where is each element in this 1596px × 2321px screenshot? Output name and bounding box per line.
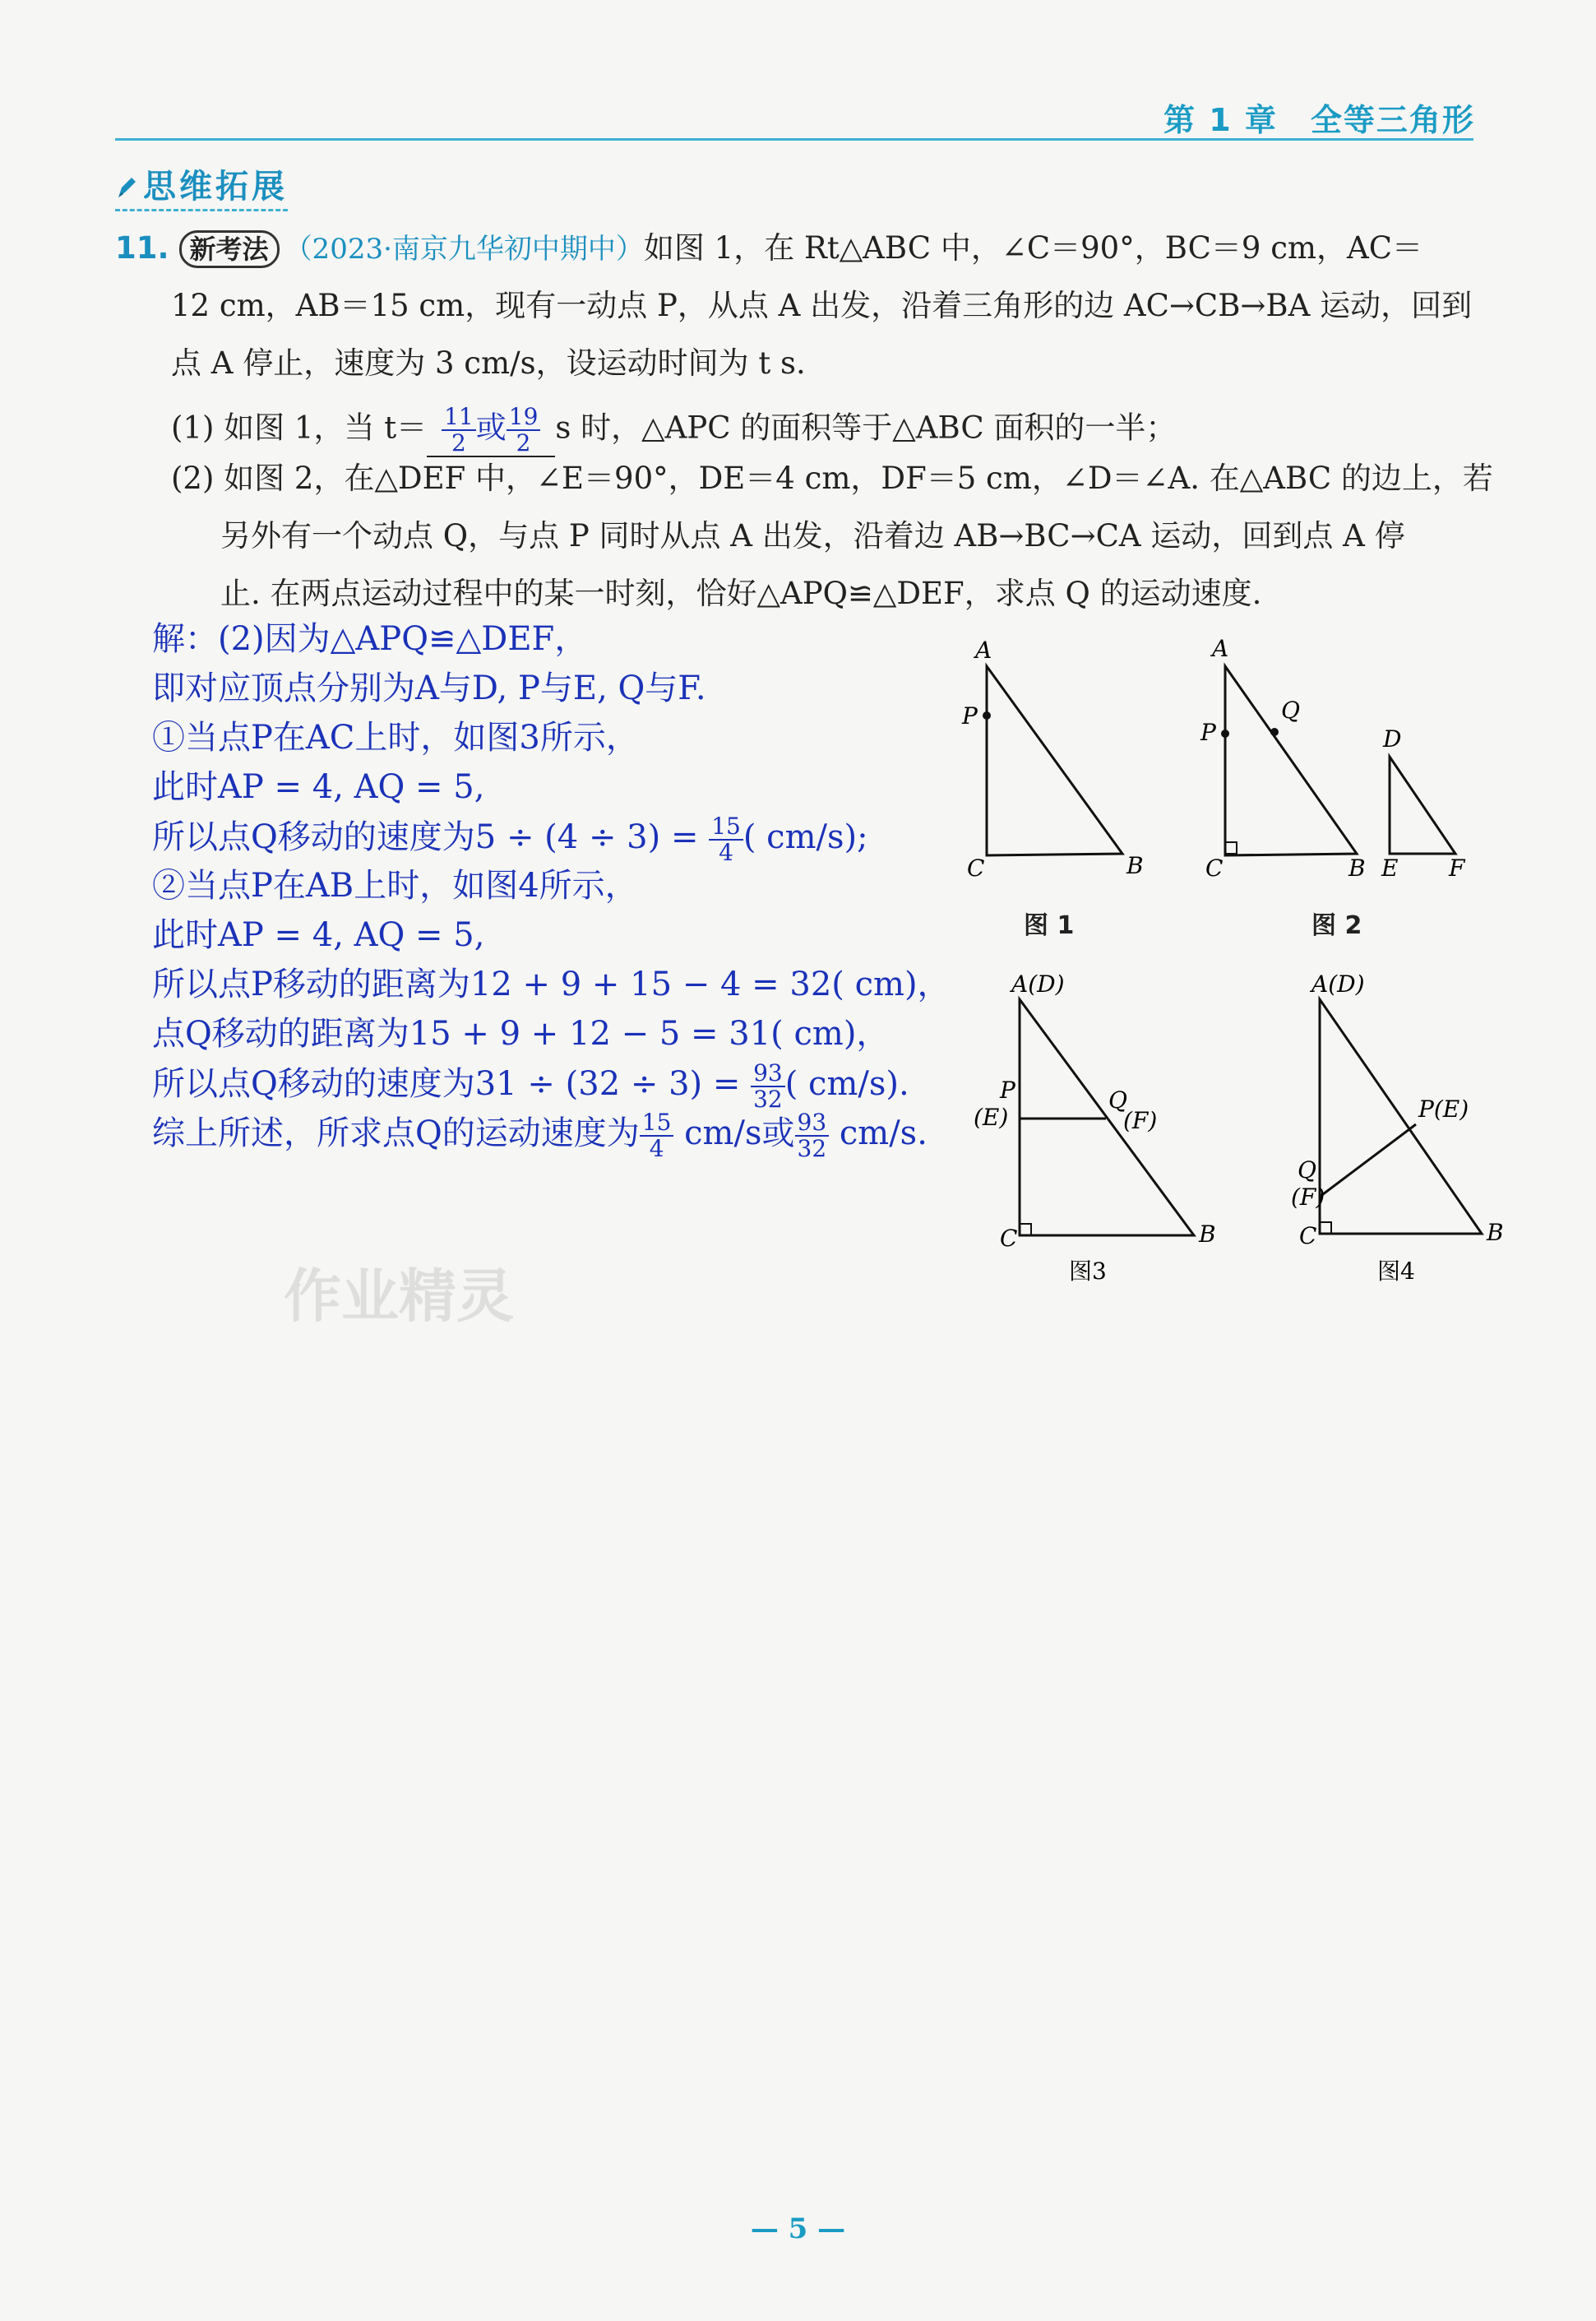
solution-frac-93-32: $\frac{93}{32}$ [751, 1061, 785, 1112]
fig4-label-a: A(D) [1311, 971, 1365, 998]
solution-line-10: 所以点Q移动的速度为31 ÷ (32 ÷ 3) = $\frac{93}{32}$ ( cm/s). [152, 1059, 909, 1113]
solution-line-8: 所以点P移动的距离为12 + 9 + 15 − 4 = 32( cm)， [152, 966, 951, 1003]
solution-line-11: 综上所述，所求点Q的运动速度为 $\frac{15}{4}$ cm/s或 $\frac{93}{32}$ cm/s. [152, 1109, 928, 1162]
fig4-label-b: B [1487, 1219, 1504, 1246]
fig2-caption: 图 2 [1311, 911, 1362, 940]
solution-line-7: 此时AP = 4, AQ = 5, [152, 916, 485, 954]
point-p-dot [983, 711, 991, 720]
solution-frac-b: $\frac{93}{32}$ [795, 1110, 830, 1161]
fig2-label-c: C [1205, 855, 1224, 880]
part1-answer-a: $\frac{11}{2}$ [442, 405, 476, 456]
fig1-label-b: B [1126, 852, 1144, 879]
part1-or: 或 [475, 410, 507, 446]
fig3-label-a: A(D) [1011, 971, 1065, 998]
solution-line-4: 此时AP = 4, AQ = 5, [152, 768, 485, 806]
part2-line-3: 止. 在两点运动过程中的某一时刻，恰好△APQ≌△DEF，求点 Q 的运动速度. [220, 576, 1262, 611]
fig2-label-p: P [1200, 719, 1216, 746]
part1-line [171, 405, 1176, 457]
pencil-icon [115, 176, 136, 201]
fig3-label-f: (F) [1123, 1107, 1158, 1134]
fig3-label-b: B [1199, 1221, 1216, 1248]
fig3-label-e: (E) [974, 1104, 1009, 1131]
part1-answer-blank [427, 405, 555, 457]
fig4-caption: 图4 [1377, 1258, 1415, 1285]
solution-line-9: 点Q移动的距离为15 + 9 + 12 − 5 = 31( cm)， [152, 1015, 890, 1053]
chapter-title: 第 1 章 全等三角形 [1163, 102, 1475, 138]
figure-2 [1184, 625, 1497, 880]
part2-line-2: 另外有一个动点 Q，与点 P 同时从点 A 出发，沿着边 AB→BC→CA 运动，回到点 A 停 [220, 518, 1405, 554]
question-source: （2023·南京九华初中期中） [284, 233, 644, 266]
figure-3 [962, 962, 1225, 1291]
fig1-label-p: P [962, 702, 978, 730]
fig4-label-f: (F) [1291, 1184, 1325, 1211]
solution-line-5: 所以点Q移动的速度为5 ÷ (4 ÷ 3) = $\frac{15}{4}$ ( cm/s); [152, 813, 868, 866]
figure-1 [946, 625, 1159, 880]
part1-suffix: s 时，△APC 的面积等于△ABC 面积的一半； [555, 410, 1177, 446]
solution-line-1: 解：(2)因为△APQ≌△DEF， [152, 620, 588, 658]
fig3-label-c: C [1000, 1225, 1018, 1252]
fig3-label-q: Q [1108, 1086, 1127, 1114]
fig2-label-q: Q [1281, 697, 1300, 724]
fig2-label-f: F [1449, 855, 1465, 880]
fig2-point-q [1270, 728, 1279, 736]
part1-prefix: (1) 如图 1，当 t＝ [171, 410, 428, 446]
fig4-label-q: Q [1298, 1156, 1316, 1184]
question-text-3: 点 A 停止，速度为 3 cm/s，设运动时间为 t s. [171, 345, 806, 381]
section-title: 思维拓展 [143, 168, 288, 206]
fig4-label-c: C [1299, 1222, 1317, 1249]
fig3-label-p: P [1000, 1077, 1015, 1104]
question-number: 11. [115, 230, 169, 266]
fig1-label-c: C [967, 855, 985, 880]
solution-line-6: ②当点P在AB上时，如图4所示， [152, 867, 638, 905]
part2-line-1: (2) 如图 2，在△DEF 中，∠E＝90°，DE＝4 cm，DF＝5 cm，∠D＝∠A. 在△ABC 的边上，若 [171, 461, 1493, 496]
watermark: 作业精灵 [284, 1262, 514, 1330]
fig2-label-b: B [1349, 855, 1366, 880]
fig1-caption: 图 1 [1024, 911, 1075, 940]
header-divider [115, 138, 1473, 141]
fig2-label-d: D [1383, 725, 1402, 753]
question-text-1: 如图 1，在 Rt△ABC 中，∠C＝90°，BC＝9 cm，AC＝ [643, 230, 1423, 266]
section-heading [115, 160, 288, 211]
fig2-point-p [1221, 730, 1229, 738]
new-method-tag: 新考法 [179, 230, 280, 268]
fig4-label-p: P(E) [1418, 1096, 1469, 1123]
question-text-2: 12 cm，AB＝15 cm，现有一动点 P，从点 A 出发，沿着三角形的边 AC→CB→BA 运动，回到 [171, 288, 1473, 323]
solution-frac-15-4: $\frac{15}{4}$ [709, 814, 743, 865]
part1-answer-b: $\frac{19}{2}$ [507, 405, 541, 456]
solution-line-2: 即对应顶点分别为A与D, P与E, Q与F. [152, 669, 706, 707]
page-number: — 5 — [750, 2212, 846, 2245]
figure-4 [1266, 962, 1529, 1291]
solution-line-3: ①当点P在AC上时，如图3所示， [152, 719, 639, 757]
fig3-caption: 图3 [1069, 1258, 1107, 1285]
solution-frac-a: $\frac{15}{4}$ [640, 1110, 674, 1161]
fig2-label-a: A [1212, 635, 1229, 662]
question-line-1 [115, 230, 1423, 268]
fig2-label-e: E [1381, 855, 1399, 880]
fig1-label-a: A [975, 637, 992, 664]
